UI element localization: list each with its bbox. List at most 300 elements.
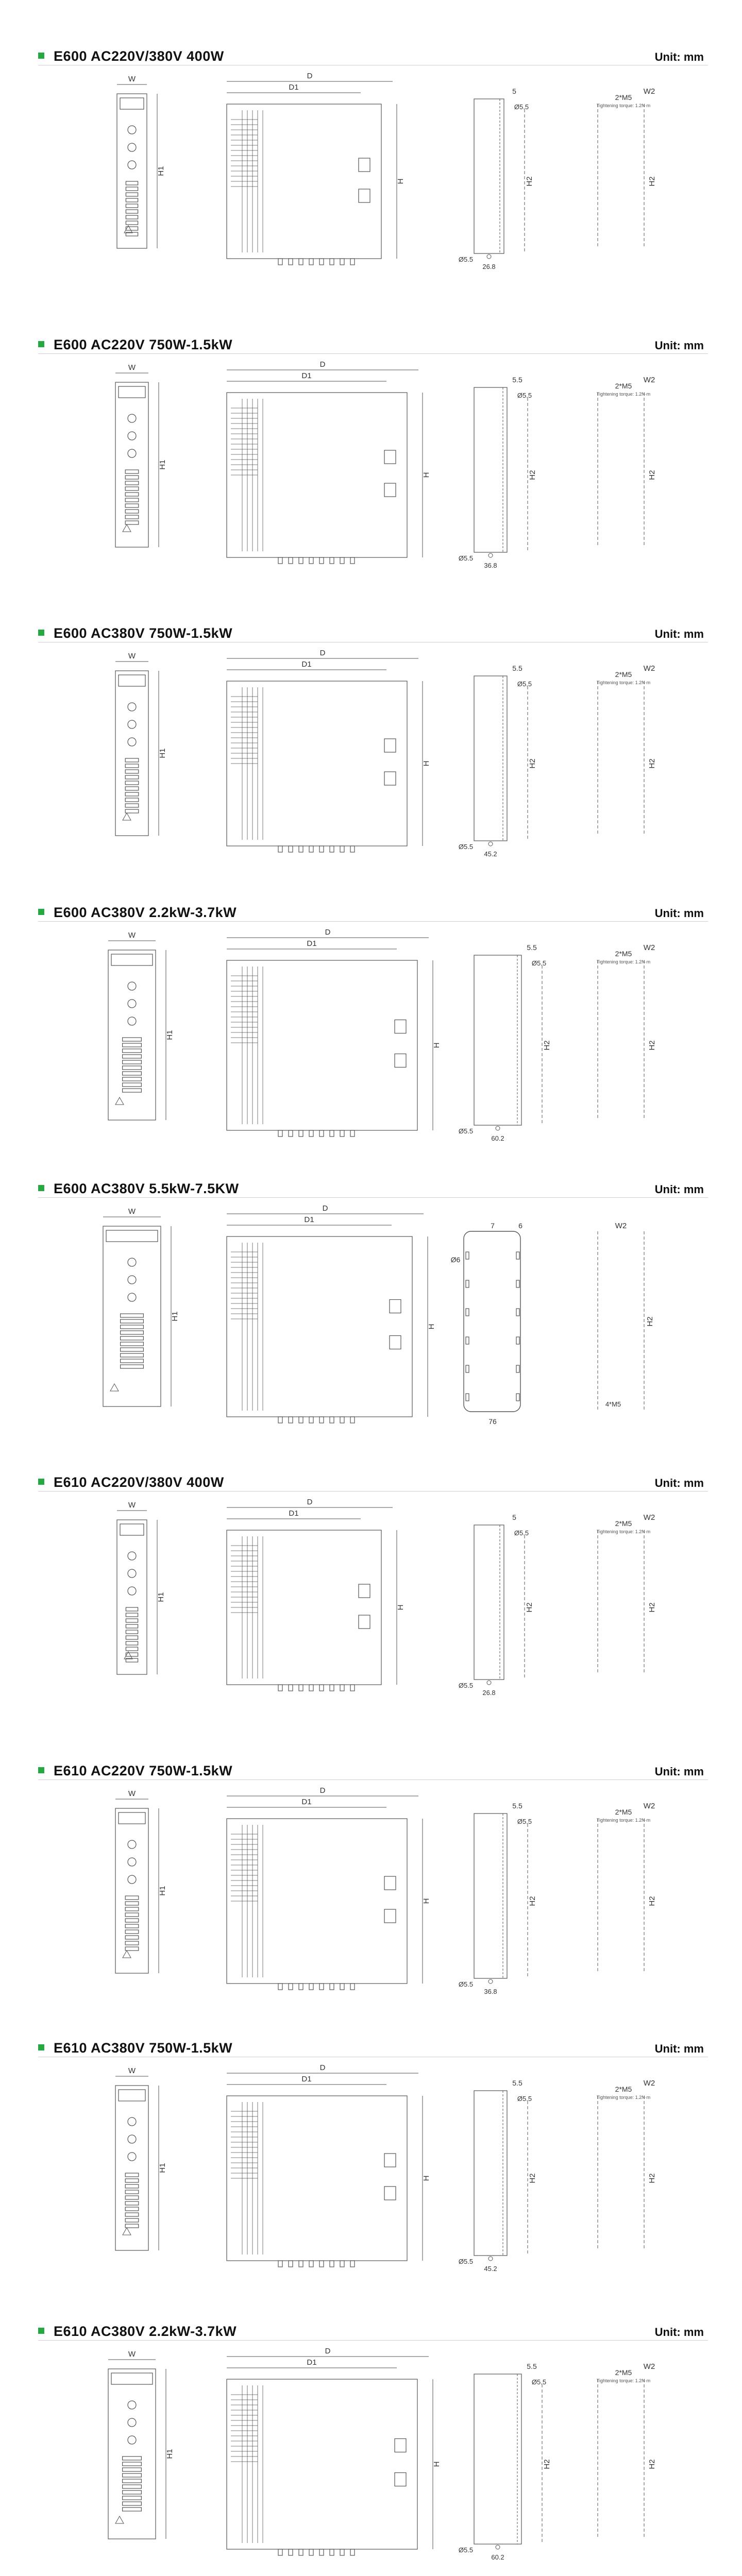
terminal-pin	[123, 2479, 142, 2483]
unit-label: Unit: mm	[654, 50, 704, 63]
dimension-label: H	[432, 2461, 441, 2467]
mounting-bracket-outline	[474, 2091, 507, 2256]
dimension-label: W	[128, 1501, 136, 1510]
terminal-pin	[278, 259, 282, 265]
terminal-pin	[123, 2502, 142, 2505]
dimension-label: D	[319, 1786, 326, 1795]
side-connector	[359, 158, 370, 172]
dimension-label: 5	[512, 87, 516, 95]
connector-port	[128, 1858, 136, 1866]
connector-port	[128, 2117, 136, 2126]
dimension-label: H1	[157, 166, 165, 176]
dimension-label: H2	[648, 1602, 656, 1613]
terminal-pin	[123, 2462, 142, 2466]
mounting-slot	[466, 1280, 469, 1287]
connector-port	[128, 2135, 136, 2143]
terminal-pin	[350, 1984, 355, 1990]
mounting-bracket-outline	[474, 1814, 507, 1978]
terminal-pin	[350, 2261, 355, 2267]
dimension-label: W2	[643, 2079, 655, 2088]
dimension-drawing	[0, 1473, 742, 1762]
section-e610-380v-750w	[0, 2039, 742, 2328]
side-connector	[395, 1054, 406, 1067]
dimension-label: H2	[648, 1896, 656, 1906]
dimension-label: 4*M5	[605, 1400, 621, 1408]
mounting-hole	[488, 2257, 493, 2261]
tightening-note: Tightening torque: 1.2N·m	[596, 2378, 651, 2383]
terminal-pin	[299, 557, 303, 564]
terminal-pin	[319, 557, 324, 564]
dimension-label: 2*M5	[615, 2085, 632, 2093]
terminal-pin	[125, 1924, 139, 1928]
terminal-pin	[125, 2207, 139, 2211]
dimension-label: H	[432, 1042, 441, 1048]
terminal-pin	[319, 1417, 324, 1423]
mounting-slot	[516, 1309, 519, 1316]
dimension-label: Ø5.5	[458, 843, 474, 851]
dimension-label: H	[396, 178, 405, 184]
terminal-pin	[126, 227, 138, 230]
terminal-pin	[123, 2485, 142, 2488]
side-view-outline	[227, 1236, 412, 1417]
terminal-pin	[350, 1130, 355, 1137]
dimension-label: H	[422, 2175, 431, 2181]
dimension-label: Ø5.5	[458, 554, 474, 562]
dimension-label: D1	[307, 2358, 317, 2367]
terminal-pin	[121, 1319, 144, 1323]
terminal-pin	[125, 787, 139, 790]
terminal-pin	[123, 2507, 142, 2511]
terminal-pin	[125, 2190, 139, 2194]
terminal-pin	[123, 1066, 142, 1070]
connector-port	[128, 720, 136, 728]
terminal-pin	[330, 1417, 334, 1423]
section-title: E610 AC380V 750W-1.5kW	[54, 2040, 233, 2056]
connector-port	[128, 1569, 136, 1578]
terminal-pin	[319, 1984, 324, 1990]
dimension-label: W2	[643, 1513, 655, 1522]
dimension-label: 2*M5	[615, 1808, 632, 1816]
terminal-pin	[278, 1685, 282, 1691]
terminal-pin	[319, 1685, 324, 1691]
unit-label: Unit: mm	[654, 907, 704, 920]
terminal-pin	[299, 2549, 303, 2555]
terminal-pin	[126, 210, 138, 213]
connector-port	[128, 1017, 136, 1025]
terminal-pin	[125, 2218, 139, 2222]
dimension-label: 5	[512, 1513, 516, 1521]
terminal-pin	[289, 259, 293, 265]
terminal-pin	[121, 1359, 144, 1363]
terminal-pin	[126, 198, 138, 202]
section-e600-220v-750w	[0, 336, 742, 624]
dimension-label: H2	[525, 176, 534, 187]
front-view-outline	[115, 2086, 148, 2250]
dimension-label: H2	[528, 2173, 537, 2183]
dimension-label: D	[307, 1498, 313, 1506]
dimension-label: 36.8	[484, 562, 497, 569]
section-e610-380v-2-2kw	[0, 2323, 742, 2576]
side-view-outline	[227, 960, 417, 1130]
connector-port	[128, 2436, 136, 2444]
terminal-pin	[125, 809, 139, 813]
warning-triangle-icon	[123, 524, 131, 532]
side-connector	[384, 739, 396, 752]
terminal-pin	[123, 1038, 142, 1041]
dimension-label: 7	[491, 1222, 495, 1230]
terminal-pin	[330, 259, 334, 265]
terminal-pin	[125, 510, 139, 513]
dimension-label: H	[422, 472, 431, 478]
dimension-label: H2	[648, 176, 656, 187]
terminal-pin	[330, 1984, 334, 1990]
terminal-pin	[319, 846, 324, 852]
connector-port	[128, 1293, 136, 1301]
front-display-panel	[119, 675, 145, 686]
mounting-hole	[488, 553, 493, 557]
connector-port	[128, 982, 136, 990]
terminal-pin	[309, 2549, 313, 2555]
terminal-pin	[330, 846, 334, 852]
section-e600-400w	[0, 47, 742, 336]
terminal-pin	[299, 1685, 303, 1691]
dimension-label: 45.2	[484, 2265, 497, 2273]
warning-triangle-icon	[115, 2516, 124, 2523]
terminal-pin	[330, 2549, 334, 2555]
terminal-pin	[123, 2473, 142, 2477]
terminal-pin	[123, 2468, 142, 2471]
dimension-label: H2	[528, 470, 537, 480]
terminal-pin	[126, 221, 138, 225]
terminal-pin	[125, 2173, 139, 2177]
terminal-pin	[123, 1049, 142, 1053]
terminal-pin	[126, 181, 138, 185]
terminal-pin	[125, 493, 139, 496]
terminal-pin	[278, 1130, 282, 1137]
connector-port	[128, 2401, 136, 2409]
terminal-pin	[125, 1919, 139, 1922]
dimension-label: W2	[643, 943, 655, 952]
terminal-pin	[126, 1647, 138, 1651]
mounting-slot	[466, 1337, 469, 1344]
terminal-pin	[123, 2456, 142, 2460]
terminal-pin	[125, 764, 139, 768]
side-connector	[384, 483, 396, 497]
side-connector	[390, 1300, 401, 1313]
dimension-label: W	[128, 2350, 136, 2359]
dimension-drawing	[0, 1180, 742, 1468]
terminal-pin	[299, 1417, 303, 1423]
terminal-pin	[289, 557, 293, 564]
terminal-pin	[125, 1913, 139, 1917]
terminal-pin	[309, 2261, 313, 2267]
terminal-pin	[125, 798, 139, 802]
terminal-pin	[126, 1613, 138, 1617]
terminal-pin	[126, 1636, 138, 1639]
dimension-label: H2	[648, 2459, 656, 2469]
front-display-panel	[111, 2373, 153, 2384]
mounting-bracket-outline	[474, 955, 521, 1125]
terminal-pin	[350, 1685, 355, 1691]
mounting-hole	[487, 1681, 491, 1685]
terminal-pin	[125, 2184, 139, 2188]
mounting-bracket-outline	[474, 1525, 504, 1680]
front-view-outline	[117, 1520, 147, 1674]
tightening-note: Tightening torque: 1.2N·m	[596, 392, 651, 397]
front-display-panel	[111, 954, 153, 965]
tightening-note: Tightening torque: 1.2N·m	[596, 1818, 651, 1823]
dimension-label: D	[325, 928, 331, 937]
dimension-label: H	[422, 1898, 431, 1904]
mounting-slot	[466, 1309, 469, 1316]
dimension-label: D1	[289, 83, 299, 92]
terminal-pin	[125, 515, 139, 519]
terminal-pin	[340, 557, 344, 564]
dimension-label: 2*M5	[615, 93, 632, 101]
dimension-label: W2	[643, 376, 655, 384]
tightening-note: Tightening torque: 1.2N·m	[596, 680, 651, 685]
dimension-label: D	[325, 2347, 331, 2355]
dimension-label: H1	[158, 460, 167, 470]
terminal-pin	[330, 557, 334, 564]
connector-port	[128, 1258, 136, 1266]
dimension-label: D1	[301, 660, 312, 669]
dimension-label: H1	[158, 748, 167, 758]
front-display-panel	[120, 98, 144, 109]
terminal-pin	[309, 1130, 313, 1137]
terminal-pin	[278, 557, 282, 564]
section-title: E610 AC380V 2.2kW-3.7kW	[54, 2324, 237, 2339]
front-view-outline	[108, 2369, 156, 2539]
terminal-pin	[121, 1336, 144, 1340]
front-view-outline	[115, 1808, 148, 1973]
dimension-label: 5.5	[512, 376, 522, 384]
dimension-label: H2	[648, 470, 656, 480]
terminal-pin	[121, 1325, 144, 1329]
dimension-label: H	[396, 1604, 405, 1611]
tightening-note: Tightening torque: 1.2N·m	[596, 1529, 651, 1534]
terminal-pin	[123, 1060, 142, 1064]
terminal-pin	[126, 1630, 138, 1634]
terminal-pin	[125, 476, 139, 479]
unit-label: Unit: mm	[654, 2326, 704, 2338]
dimension-drawing	[0, 1762, 742, 2050]
side-connector	[395, 2473, 406, 2486]
dimension-label: 60.2	[491, 2553, 504, 2561]
terminal-pin	[330, 2261, 334, 2267]
terminal-pin	[123, 1077, 142, 1081]
unit-label: Unit: mm	[654, 628, 704, 640]
dimension-label: D1	[307, 939, 317, 948]
terminal-pin	[125, 1896, 139, 1900]
terminal-pin	[125, 498, 139, 502]
dimension-label: D1	[301, 1798, 312, 1806]
terminal-pin	[340, 846, 344, 852]
dimension-label: W	[128, 652, 136, 660]
terminal-pin	[126, 1619, 138, 1622]
terminal-pin	[319, 2549, 324, 2555]
front-display-panel	[119, 386, 145, 398]
dimension-label: W	[128, 2066, 136, 2075]
dimension-label: H2	[528, 758, 537, 769]
mounting-slot	[516, 1252, 519, 1259]
terminal-pin	[126, 204, 138, 208]
terminal-pin	[125, 770, 139, 773]
front-view-outline	[115, 671, 148, 836]
dimension-label: H1	[165, 1030, 174, 1040]
terminal-pin	[123, 1083, 142, 1087]
dimension-label: 26.8	[482, 263, 496, 270]
terminal-pin	[125, 2224, 139, 2228]
terminal-pin	[126, 215, 138, 219]
dimension-label: 2*M5	[615, 2368, 632, 2377]
terminal-pin	[299, 1130, 303, 1137]
mounting-slot	[516, 1394, 519, 1401]
dimension-label: H2	[543, 2459, 551, 2469]
unit-label: Unit: mm	[654, 1477, 704, 1489]
terminal-pin	[340, 2261, 344, 2267]
terminal-pin	[309, 259, 313, 265]
terminal-pin	[278, 846, 282, 852]
connector-port	[128, 738, 136, 746]
terminal-pin	[278, 2549, 282, 2555]
terminal-pin	[125, 804, 139, 807]
dimension-label: H2	[646, 1316, 654, 1327]
front-view-outline	[108, 950, 156, 1120]
dimension-label: 60.2	[491, 1134, 504, 1142]
front-display-panel	[119, 2090, 145, 2101]
dimension-label: Ø5.5	[458, 2546, 474, 2554]
unit-label: Unit: mm	[654, 2042, 704, 2055]
dimension-label: H2	[528, 1896, 537, 1906]
dimension-drawing	[0, 2039, 742, 2328]
terminal-pin	[125, 1907, 139, 1911]
terminal-pin	[123, 1089, 142, 1092]
terminal-pin	[340, 1685, 344, 1691]
dimension-label: D	[307, 72, 313, 80]
terminal-pin	[340, 2549, 344, 2555]
terminal-pin	[126, 1607, 138, 1611]
terminal-pin	[289, 1685, 293, 1691]
side-connector	[359, 1584, 370, 1598]
dimension-label: H1	[158, 2163, 167, 2173]
terminal-pin	[289, 2549, 293, 2555]
terminal-pin	[350, 259, 355, 265]
terminal-pin	[299, 846, 303, 852]
side-connector	[384, 1909, 396, 1923]
side-connector	[384, 450, 396, 464]
dimension-label: H1	[171, 1311, 179, 1321]
connector-port	[128, 1276, 136, 1284]
mounting-slot	[466, 1394, 469, 1401]
section-title: E610 AC220V 750W-1.5kW	[54, 1763, 233, 1778]
tightening-note: Tightening torque: 1.2N·m	[596, 2095, 651, 2100]
section-e600-380v-2-2kw	[0, 904, 742, 1192]
section-title: E600 AC380V 5.5kW-7.5KW	[54, 1181, 239, 1196]
terminal-pin	[125, 2179, 139, 2182]
dimension-label: 5.5	[512, 1802, 522, 1810]
unit-label: Unit: mm	[654, 339, 704, 352]
terminal-pin	[123, 2490, 142, 2494]
dimension-label: D1	[304, 1215, 314, 1224]
dimension-label: W2	[643, 1802, 655, 1810]
dimension-label: 2*M5	[615, 950, 632, 958]
dimension-label: H	[427, 1324, 436, 1330]
side-connector	[384, 1876, 396, 1890]
terminal-pin	[125, 781, 139, 785]
terminal-pin	[350, 846, 355, 852]
side-connector	[395, 1020, 406, 1033]
dimension-label: 36.8	[484, 1988, 497, 1995]
warning-triangle-icon	[115, 1097, 124, 1105]
dimension-label: 2*M5	[615, 1519, 632, 1528]
terminal-pin	[123, 2496, 142, 2500]
terminal-pin	[125, 1930, 139, 1934]
dimension-label: W	[128, 363, 136, 372]
terminal-pin	[278, 2261, 282, 2267]
dimension-label: 5.5	[527, 943, 537, 952]
dimension-label: H2	[648, 1040, 656, 1050]
terminal-pin	[340, 1984, 344, 1990]
terminal-pin	[121, 1353, 144, 1357]
terminal-pin	[126, 1641, 138, 1645]
terminal-pin	[125, 1947, 139, 1951]
terminal-pin	[126, 193, 138, 196]
dimension-label: H1	[165, 2449, 174, 2459]
terminal-pin	[125, 2213, 139, 2216]
section-e600-380v-750w	[0, 624, 742, 913]
dimension-label: Ø5.5	[531, 2378, 547, 2386]
terminal-pin	[309, 846, 313, 852]
terminal-pin	[123, 1055, 142, 1058]
mounting-slot	[516, 1280, 519, 1287]
dimension-drawing	[0, 336, 742, 624]
dimension-label: D	[319, 649, 326, 657]
mounting-bracket-outline	[474, 676, 507, 841]
dimension-label: D1	[301, 2075, 312, 2083]
terminal-pin	[289, 1984, 293, 1990]
dimension-label: D1	[301, 371, 312, 380]
tightening-note: Tightening torque: 1.2N·m	[596, 103, 651, 108]
dimension-label: Ø5.5	[517, 392, 532, 399]
warning-triangle-icon	[110, 1384, 119, 1391]
side-connector	[359, 189, 370, 202]
terminal-pin	[125, 521, 139, 524]
dimension-label: D	[319, 2063, 326, 2072]
connector-port	[128, 1840, 136, 1849]
terminal-pin	[123, 1072, 142, 1075]
dimension-label: D	[322, 1204, 328, 1213]
dimension-label: W2	[643, 664, 655, 673]
dimension-label: W2	[615, 1222, 627, 1230]
front-view-outline	[117, 94, 147, 248]
mounting-slot	[516, 1365, 519, 1372]
dimension-label: 2*M5	[615, 670, 632, 679]
terminal-pin	[125, 481, 139, 485]
dimension-label: D1	[289, 1509, 299, 1518]
dimension-label: Ø5.5	[517, 2095, 532, 2103]
dimension-label: Ø5.5	[458, 1682, 474, 1689]
dimension-label: H1	[157, 1592, 165, 1602]
terminal-pin	[350, 557, 355, 564]
terminal-pin	[126, 187, 138, 191]
unit-label: Unit: mm	[654, 1183, 704, 1196]
dimension-drawing	[0, 2323, 742, 2576]
side-connector	[384, 2154, 396, 2167]
mounting-hole	[496, 1126, 500, 1130]
dimension-label: Ø5.5	[458, 2258, 474, 2265]
mounting-slot	[516, 1337, 519, 1344]
